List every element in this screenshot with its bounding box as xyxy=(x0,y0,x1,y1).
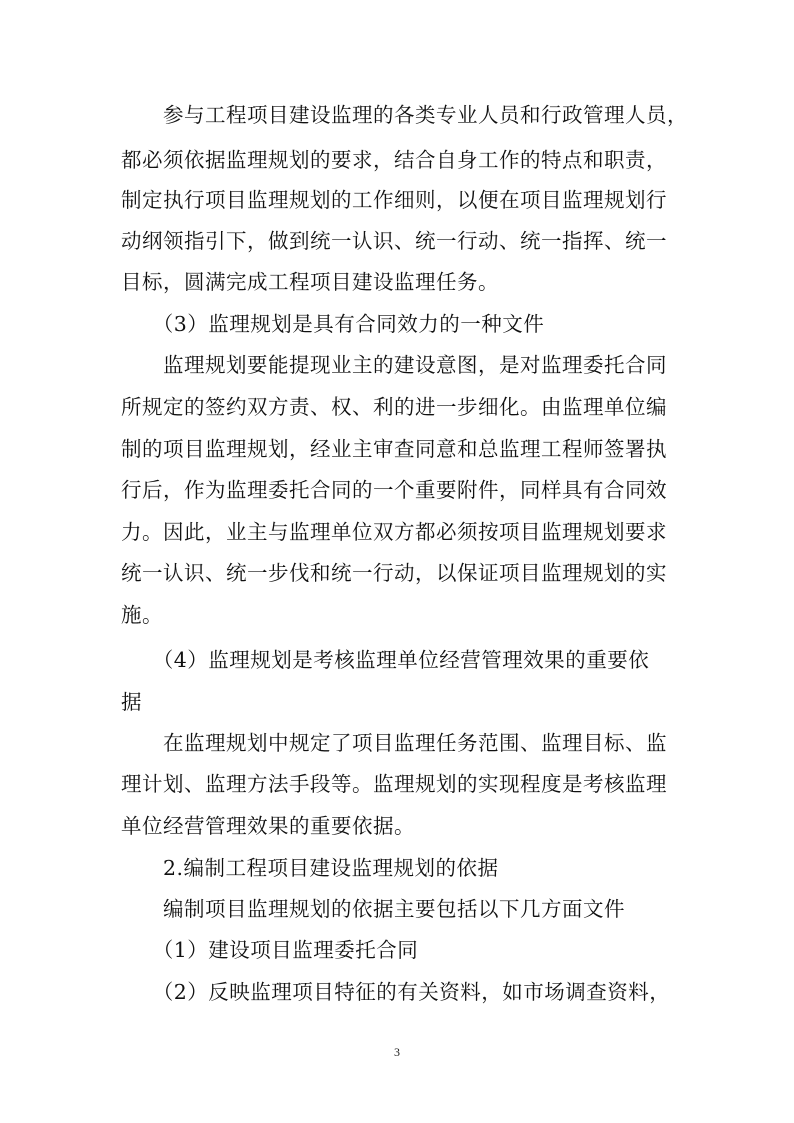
paragraph-line: 都必须依据监理规划的要求，结合自身工作的特点和职责， xyxy=(121,148,667,172)
paragraph-line: 目标，圆满完成工程项目建设监理任务。 xyxy=(121,270,499,294)
paragraph-line: 单位经营管理效果的重要依据。 xyxy=(121,814,415,838)
paragraph-line: 参与工程项目建设监理的各类专业人员和行政管理人员， xyxy=(121,103,688,127)
section-heading: 2.编制工程项目建设监理规划的依据 xyxy=(121,856,499,880)
paragraph-line: 力。因此，业主与监理单位双方都必须按项目监理规划要求 xyxy=(121,520,667,544)
paragraph-line: 制定执行项目监理规划的工作细则，以便在项目监理规划行 xyxy=(121,188,667,212)
list-item: （1）建设项目监理委托合同 xyxy=(121,938,419,962)
page-number: 3 xyxy=(394,1045,400,1059)
section-heading: （3）监理规划是具有合同效力的一种文件 xyxy=(121,312,545,336)
list-item: （2）反映监理项目特征的有关资料，如市场调查资料， xyxy=(121,980,671,1004)
section-heading-continuation: 据 xyxy=(121,690,142,714)
paragraph-line: 动纲领指引下，做到统一认识、统一行动、统一指挥、统一 xyxy=(121,229,667,253)
paragraph-line: 制的项目监理规划，经业主审查同意和总监理工程师签署执 xyxy=(121,437,667,461)
section-heading: （4）监理规划是考核监理单位经营管理效果的重要依 xyxy=(121,648,650,672)
paragraph-line: 编制项目监理规划的依据主要包括以下几方面文件 xyxy=(121,897,625,921)
paragraph-line: 监理规划要能提现业主的建设意图，是对监理委托合同 xyxy=(121,353,667,377)
paragraph-line: 统一认识、统一步伐和统一行动，以保证项目监理规划的实 xyxy=(121,561,667,585)
paragraph-line: 在监理规划中规定了项目监理任务范围、监理目标、监 xyxy=(121,731,667,755)
paragraph-line: 理计划、监理方法手段等。监理规划的实现程度是考核监理 xyxy=(121,772,667,796)
paragraph-line: 施。 xyxy=(121,603,163,627)
paragraph-line: 所规定的签约双方责、权、利的进一步细化。由监理单位编 xyxy=(121,395,667,419)
paragraph-line: 行后，作为监理委托合同的一个重要附件，同样具有合同效 xyxy=(121,478,667,502)
